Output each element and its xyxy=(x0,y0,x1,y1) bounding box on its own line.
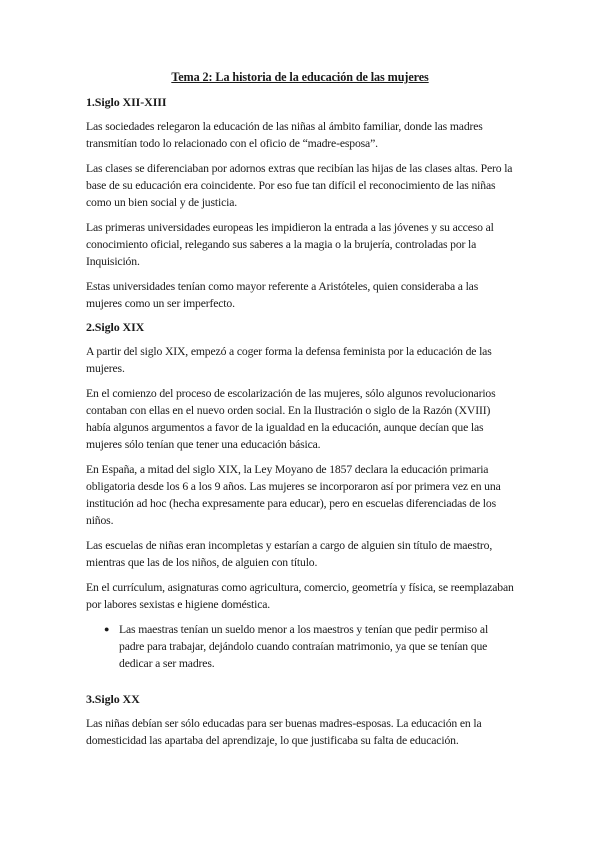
section-heading-2: 2.Siglo XIX xyxy=(86,320,145,334)
bullet-text: Las maestras tenían un sueldo menor a los maestros y tenían que pedir permiso al padre para trabajar, dejándolo cuando contraían matrimonio, ya que se tenían que dedicar a ser madres. xyxy=(119,623,489,670)
page-title: Tema 2: La historia de la educación de las mujeres xyxy=(171,70,429,84)
section-heading-1: 1.Siglo XII-XIII xyxy=(86,95,167,109)
section-heading-3: 3.Siglo XX xyxy=(86,692,140,706)
paragraph: En el comienzo del proceso de escolarización de las mujeres, sólo algunos revolucionarios contaban con ellas en el nuevo orden social. En la Ilustración o siglo de la Razón (XVIII) había algunos argumentos a favor de la igualdad en la educación, aunque decían que las mujeres sólo tenían que tener una educación básica. xyxy=(86,387,496,451)
paragraph: Las sociedades relegaron la educación de las niñas al ámbito familiar, donde las madres transmitían todo lo relacionado con el oficio de “madre-esposa”. xyxy=(86,120,483,150)
paragraph: Estas universidades tenían como mayor referente a Aristóteles, quien consideraba a las mujeres como un ser imperfecto. xyxy=(86,280,479,310)
paragraph: A partir del siglo XIX, empezó a coger forma la defensa feminista por la educación de las mujeres. xyxy=(86,345,492,375)
paragraph: Las escuelas de niñas eran incompletas y estarían a cargo de alguien sin título de maestro, mientras que las de los niños, de alguien con título. xyxy=(86,539,493,569)
paragraph: En el currículum, asignaturas como agricultura, comercio, geometría y física, se reemplazaban por labores sexistas e higiene doméstica. xyxy=(86,581,514,611)
bullet-dot-icon: ● xyxy=(104,624,110,634)
paragraph: Las primeras universidades europeas les impidieron la entrada a las jóvenes y su acceso al conocimiento oficial, relegando sus saberes a la magia o la brujería, controladas por la Inquisición. xyxy=(86,221,494,268)
bullet-item xyxy=(86,621,514,672)
paragraph: Las niñas debían ser sólo educadas para ser buenas madres-esposas. La educación en la domesticidad las apartaba del aprendizaje, lo que justificaba su falta de educación. xyxy=(86,717,482,747)
paragraph: Las clases se diferenciaban por adornos extras que recibían las hijas de las clases altas. Pero la base de su educación era coincidente. Por eso fue tan difícil el reconocimiento de las niñas como un bien social y de justicia. xyxy=(86,162,513,209)
paragraph: En España, a mitad del siglo XIX, la Ley Moyano de 1857 declara la educación primaria obligatoria desde los 6 a los 9 años. Las mujeres se incorporaron así por primera vez en una institución ad hoc (hecha expresamente para educar), pero en escuelas diferenciadas de los niños. xyxy=(86,463,501,527)
